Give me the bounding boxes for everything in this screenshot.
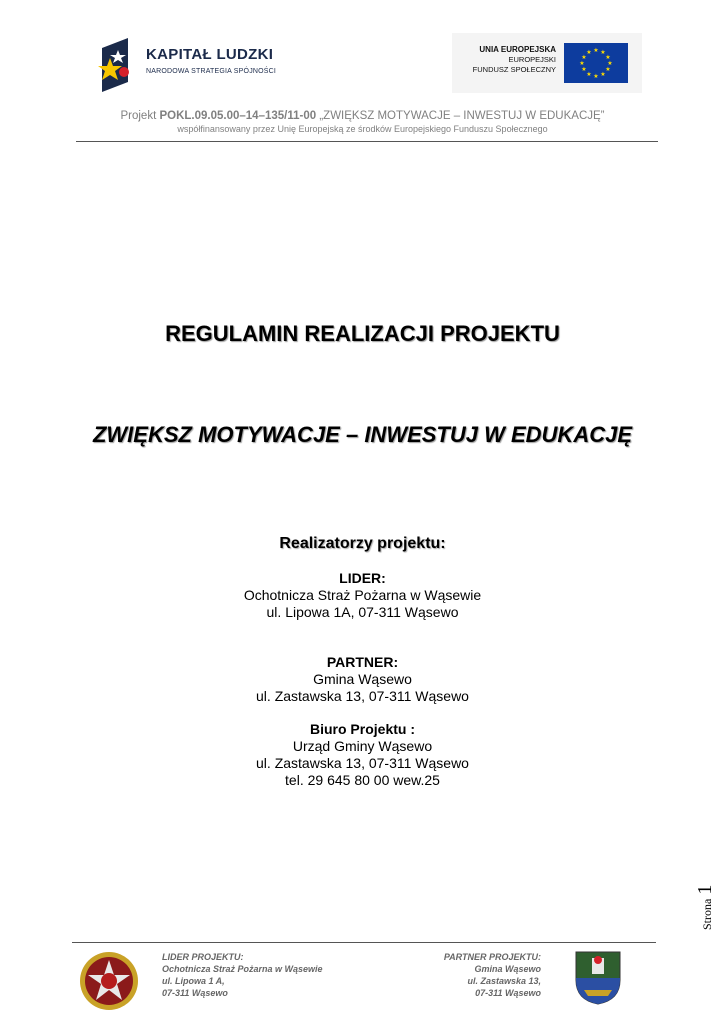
project-name: „ZWIĘKSZ MOTYWACJE – INWESTUJ W EDUKACJĘ” <box>316 110 605 122</box>
document-subtitle: ZWIĘKSZ MOTYWACJE – INWESTUJ W EDUKACJĘ <box>92 422 633 447</box>
kapital-ludzki-title: KAPITAŁ LUDZKI <box>146 46 274 63</box>
biuro-name: Urząd Gminy Wąsewo <box>292 738 433 754</box>
gmina-coat-of-arms-icon <box>574 950 622 1006</box>
eu-line-3: FUNDUSZ SPOŁECZNY <box>472 65 556 74</box>
realizatorzy-heading: Realizatorzy projektu: <box>279 535 446 552</box>
svg-text:★: ★ <box>605 54 611 61</box>
kapital-ludzki-emblem-icon <box>96 36 140 94</box>
partner-name: Gmina Wąsewo <box>313 671 412 687</box>
footer-partner-line-1: PARTNER PROJEKTU: <box>443 952 541 962</box>
svg-text:★: ★ <box>579 60 585 67</box>
svg-text:★: ★ <box>600 49 606 56</box>
footer-partner <box>400 951 541 999</box>
cofinance-line: współfinansowany przez Unię Europejską ze środków Europejskiego Funduszu Społecznego <box>177 124 548 134</box>
svg-text:★: ★ <box>586 71 592 78</box>
svg-text:★: ★ <box>581 54 587 61</box>
footer-lider <box>162 951 323 999</box>
footer-lider-line-1: LIDER PROJEKTU: <box>162 952 244 962</box>
footer-partner-line-3: ul. Zastawska 13, <box>467 976 541 986</box>
svg-text:★: ★ <box>586 49 592 56</box>
page-marker-word: Strona <box>700 898 714 930</box>
osp-emblem-icon <box>78 950 140 1012</box>
footer-divider <box>72 942 656 943</box>
footer-partner-line-4: 07-311 Wąsewo <box>475 988 541 998</box>
biuro-address: ul. Zastawska 13, 07-311 Wąsewo <box>256 755 469 771</box>
page-number: 1 <box>694 884 716 895</box>
lider-label: LIDER: <box>339 570 386 586</box>
footer-lider-line-3: ul. Lipowa 1 A, <box>162 976 225 986</box>
eu-flag-icon <box>564 43 628 83</box>
svg-text:★: ★ <box>593 47 599 54</box>
eu-line-2: EUROPEJSKI <box>508 55 556 64</box>
svg-text:★: ★ <box>593 73 599 80</box>
eu-logo <box>452 33 642 93</box>
eu-text <box>473 45 556 75</box>
project-prefix: Projekt <box>120 110 160 122</box>
biuro-label: Biuro Projektu : <box>309 721 415 737</box>
partner-label: PARTNER: <box>326 654 399 670</box>
svg-text:★: ★ <box>605 66 611 73</box>
footer-lider-line-2: Ochotnicza Straż Pożarna w Wąsewie <box>162 964 323 974</box>
lider-address: ul. Lipowa 1A, 07-311 Wąsewo <box>266 604 459 620</box>
project-code: POKL.09.05.00–14–135/11-00 <box>159 110 317 122</box>
lider-name: Ochotnicza Straż Pożarna w Wąsewie <box>243 587 482 603</box>
partner-address: ul. Zastawska 13, 07-311 Wąsewo <box>256 688 469 704</box>
footer-lider-line-4: 07-311 Wąsewo <box>162 988 228 998</box>
biuro-phone: tel. 29 645 80 00 wew.25 <box>285 772 440 788</box>
kapital-ludzki-logo <box>96 36 286 94</box>
page-marker <box>668 868 725 938</box>
svg-text:★: ★ <box>607 60 613 67</box>
header-divider <box>76 141 658 142</box>
svg-text:★: ★ <box>600 71 606 78</box>
project-line <box>0 110 725 122</box>
eu-line-1: UNIA EUROPEJSKA <box>479 45 556 54</box>
footer-partner-line-2: Gmina Wąsewo <box>474 964 541 974</box>
document-title: REGULAMIN REALIZACJI PROJEKTU <box>165 321 560 346</box>
svg-text:★: ★ <box>581 66 587 73</box>
kapital-ludzki-subtitle: NARODOWA STRATEGIA SPÓJNOŚCI <box>146 68 277 75</box>
